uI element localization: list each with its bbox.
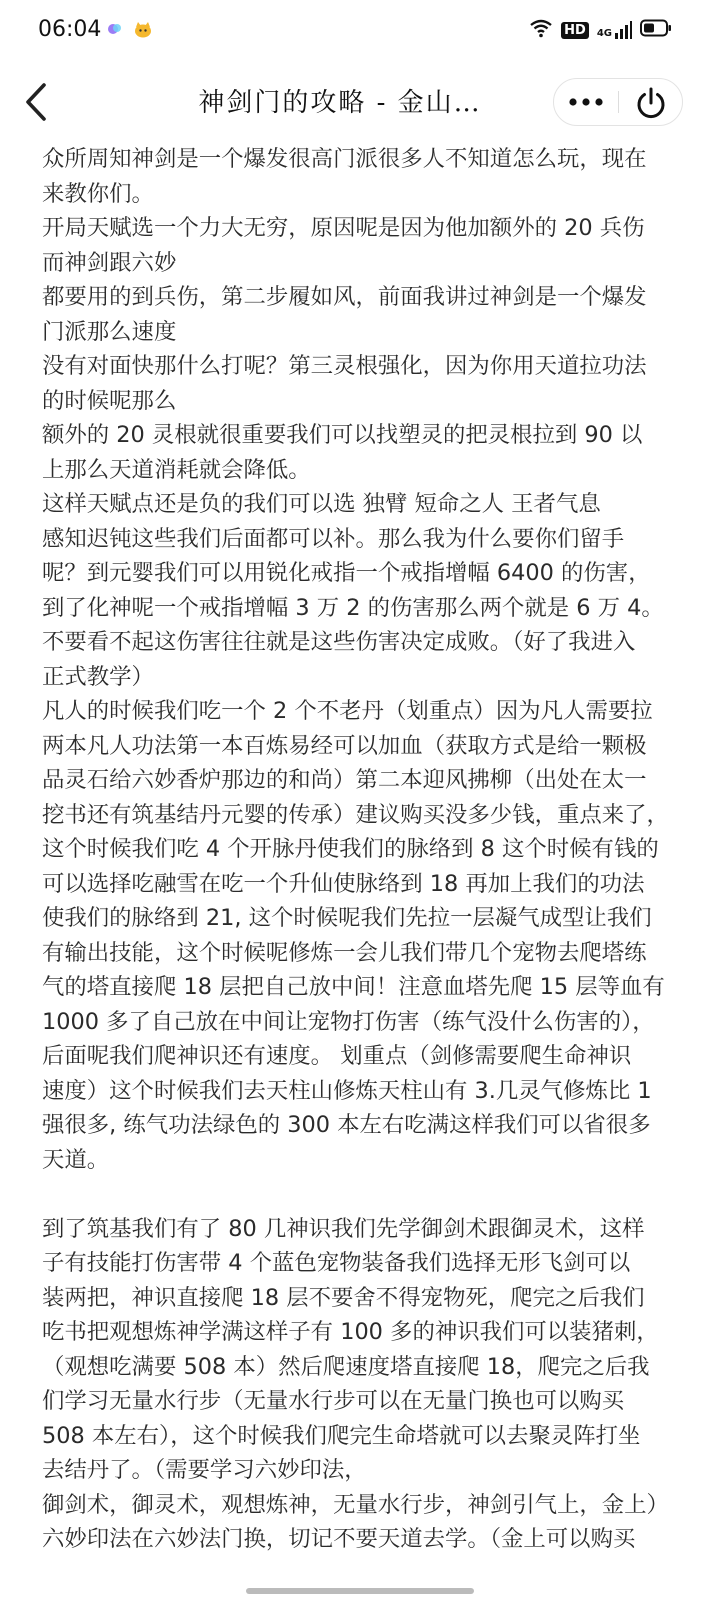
article-line: 们学习无量水行步（无量水行步可以在无量门换也可以购买 bbox=[42, 1388, 625, 1414]
article-line: 两本凡人功法第一本百炼易经可以加血（获取方式是给一颗极 bbox=[42, 732, 647, 759]
back-button[interactable] bbox=[18, 78, 58, 126]
more-dots-icon bbox=[554, 79, 618, 125]
pet-app-icon bbox=[134, 22, 152, 42]
article-line: 而神剑跟六妙 bbox=[42, 249, 177, 276]
power-icon bbox=[620, 79, 682, 125]
article-line: 有输出技能，这个时候呢修炼一会儿我们带几个宠物去爬塔练 bbox=[42, 939, 647, 966]
article-line: 六妙印法在六妙法门换，切记不要天道去学。（金上可以购买 bbox=[42, 1526, 636, 1552]
article-line: 强很多, 练气功法绿色的 300 本左右吃满这样我们可以省很多 bbox=[42, 1112, 651, 1138]
article-line: 正式教学） bbox=[42, 663, 154, 690]
article-line: 众所周知神剑是一个爆发很高门派很多人不知道怎么玩，现在 bbox=[42, 146, 647, 172]
article-line: 吃书把观想炼神学满这样子有 100 多的神识我们可以装猪刺， bbox=[42, 1319, 659, 1345]
more-button[interactable] bbox=[554, 79, 618, 125]
page-title: 神剑门的攻略 - 金山… bbox=[198, 88, 482, 118]
status-icons bbox=[529, 18, 672, 42]
article-line: 门派那么速度 bbox=[42, 318, 177, 345]
article-line: 子有技能打伤害带 4 个蓝色宠物装备我们选择无形飞剑可以 bbox=[42, 1250, 631, 1276]
article-line: 使我们的脉络到 21, 这个时候呢我们先拉一层凝气成型让我们 bbox=[42, 905, 652, 931]
article-line: 额外的 20 灵根就很重要我们可以找塑灵的把灵根拉到 90 以 bbox=[42, 422, 643, 448]
assistant-app-icon bbox=[106, 20, 124, 42]
article-line bbox=[42, 1177, 672, 1212]
article-line: 不要看不起这伤害往往就是这些伤害决定成败。（好了我进入 bbox=[42, 629, 636, 655]
article-line: 都要用的到兵伤，第二步履如风，前面我讲过神剑是一个爆发 bbox=[42, 284, 647, 310]
article-line: 上那么天道消耗就会降低。 bbox=[42, 456, 311, 483]
article-line: 到了化神呢一个戒指增幅 3 万 2 的伤害那么两个就是 6 万 4。 bbox=[42, 594, 664, 621]
wifi-icon bbox=[529, 18, 553, 42]
article-line: 可以选择吃融雪在吃一个升仙使脉络到 18 再加上我们的功法 bbox=[42, 870, 645, 897]
status-bar bbox=[0, 0, 720, 62]
article-body bbox=[42, 142, 672, 1557]
article-line: 气的塔直接爬 18 层把自己放中间！注意血塔先爬 15 层等血有 bbox=[42, 974, 665, 1000]
article-line: 508 本左右），这个时候我们爬完生命塔就可以去聚灵阵打坐 bbox=[42, 1422, 641, 1449]
cellular-signal-icon bbox=[597, 21, 632, 39]
article-line: 开局天赋选一个力大无穷，原因呢是因为他加额外的 20 兵伤 bbox=[42, 215, 645, 241]
article-line: 后面呢我们爬神识还有速度。 划重点（剑修需要爬生命神识 bbox=[42, 1043, 632, 1069]
home-indicator[interactable] bbox=[246, 1588, 474, 1594]
hd-icon: HD bbox=[561, 22, 589, 39]
mini-program-capsule bbox=[553, 78, 683, 126]
article-line: 品灵石给六妙香炉那边的和尚）第二本迎风拂柳（出处在太一 bbox=[42, 767, 647, 793]
article-line: 这个时候我们吃 4 个开脉丹使我们的脉络到 8 这个时候有钱的 bbox=[42, 836, 659, 862]
status-time: 06:04 bbox=[38, 17, 102, 42]
article-line: （观想吃满要 508 本）然后爬速度塔直接爬 18，爬完之后我 bbox=[42, 1353, 650, 1380]
article-line: 这样天赋点还是负的我们可以选 独臂 短命之人 王者气息 bbox=[42, 491, 601, 517]
capsule-divider bbox=[618, 91, 619, 113]
article-line: 凡人的时候我们吃一个 2 个不老丹（划重点）因为凡人需要拉 bbox=[42, 698, 653, 724]
article-line: 装两把，神识直接爬 18 层不要舍不得宠物死，爬完之后我们 bbox=[42, 1284, 645, 1311]
article-line: 天道。 bbox=[42, 1146, 110, 1173]
article-line: 到了筑基我们有了 80 几神识我们先学御剑术跟御灵术，这样 bbox=[42, 1215, 645, 1242]
chevron-left-icon bbox=[18, 78, 58, 126]
article-line: 的时候呢那么 bbox=[42, 387, 177, 414]
article-line: 来教你们。 bbox=[42, 180, 154, 207]
article-line: 挖书还有筑基结丹元婴的传承）建议购买没多少钱，重点来了， bbox=[42, 801, 669, 828]
article-line: 没有对面快那什么打呢？第三灵根强化，因为你用天道拉功法 bbox=[42, 353, 647, 379]
article-line: 速度）这个时候我们去天柱山修炼天柱山有 3.几灵气修炼比 1 bbox=[42, 1077, 652, 1104]
close-button[interactable] bbox=[620, 79, 682, 125]
network-type-label: 4G bbox=[596, 28, 612, 39]
nav-bar bbox=[0, 62, 720, 142]
article-line: 御剑术，御灵术，观想炼神，无量水行步，神剑引气上，金上） bbox=[42, 1491, 669, 1518]
article-line: 感知迟钝这些我们后面都可以补。那么我为什么要你们留手 bbox=[42, 525, 625, 552]
battery-icon bbox=[640, 19, 672, 41]
article-line: 呢？到元婴我们可以用锐化戒指一个戒指增幅 6400 的伤害， bbox=[42, 560, 651, 586]
article-line: 去结丹了。（需要学习六妙印法， bbox=[42, 1457, 367, 1483]
article-line: 1000 多了自己放在中间让宠物打伤害（练气没什么伤害的）， bbox=[42, 1008, 655, 1035]
